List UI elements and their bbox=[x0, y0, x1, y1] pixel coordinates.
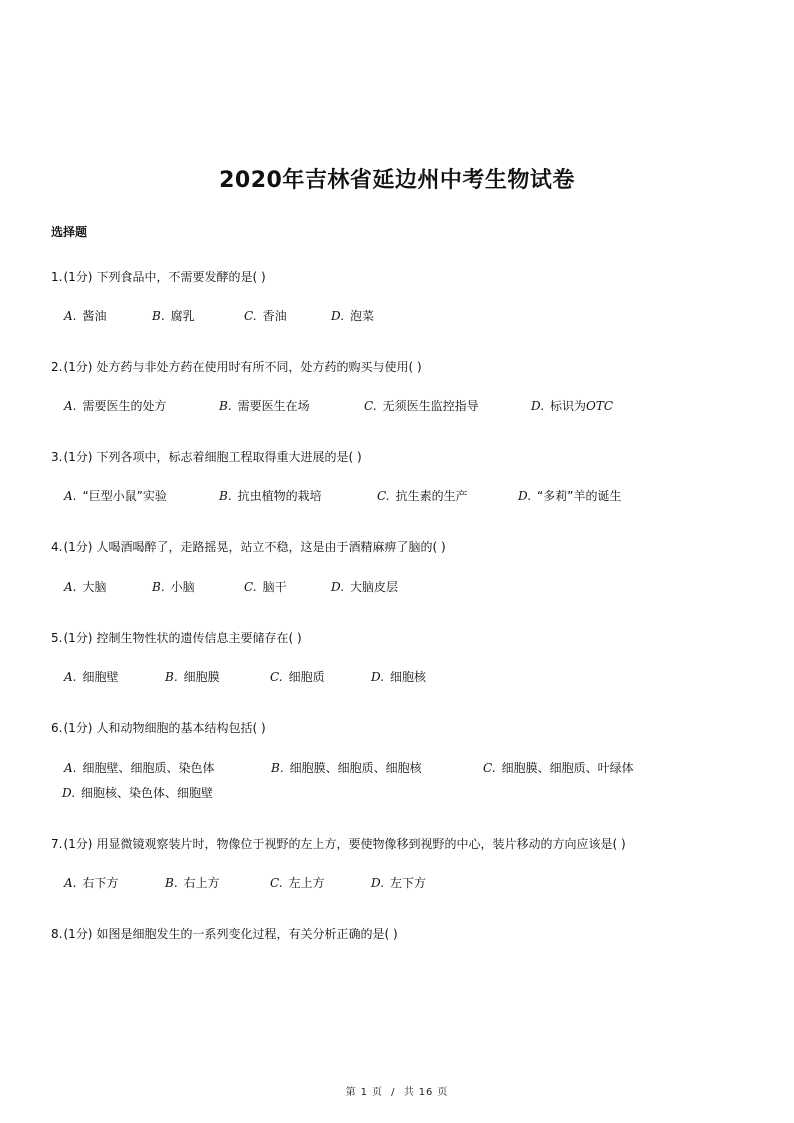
question-text: 如图是细胞发生的一系列变化过程，有关分析正确的是( ) bbox=[96, 927, 398, 941]
option-letter: A. bbox=[64, 761, 77, 775]
option-c bbox=[364, 398, 479, 414]
option-letter: D. bbox=[518, 489, 532, 503]
option-text: 细胞质 bbox=[288, 670, 325, 684]
option-c bbox=[244, 579, 287, 595]
option-text: 右下方 bbox=[82, 876, 119, 890]
option-text: 细胞膜、细胞质、细胞核 bbox=[289, 761, 422, 775]
option-letter: D. bbox=[371, 670, 385, 684]
option-b bbox=[152, 579, 195, 595]
question-text: 下列食品中，不需要发酵的是( ) bbox=[96, 270, 266, 284]
option-letter: C. bbox=[483, 761, 496, 775]
option-text: 左下方 bbox=[390, 876, 427, 890]
option-b bbox=[271, 760, 422, 776]
question-number: 7. bbox=[51, 837, 63, 851]
question-score: (1分) bbox=[63, 721, 93, 735]
question-score: (1分) bbox=[63, 450, 93, 464]
question-text: 下列各项中，标志着细胞工程取得重大进展的是( ) bbox=[96, 450, 362, 464]
option-text: 细胞膜、细胞质、叶绿体 bbox=[501, 761, 634, 775]
option-d bbox=[371, 875, 426, 891]
question-number: 8. bbox=[51, 927, 63, 941]
question-score: (1分) bbox=[63, 270, 93, 284]
option-letter: D. bbox=[331, 580, 345, 594]
option-text: 细胞核、染色体、细胞壁 bbox=[81, 786, 214, 800]
option-letter: A. bbox=[64, 580, 77, 594]
option-d bbox=[371, 669, 426, 685]
question-number: 4. bbox=[51, 540, 63, 554]
question-text: 人和动物细胞的基本结构包括( ) bbox=[96, 721, 266, 735]
option-letter: B. bbox=[165, 876, 178, 890]
option-letter: A. bbox=[64, 309, 77, 323]
option-d bbox=[331, 308, 374, 324]
question-number: 2. bbox=[51, 360, 63, 374]
option-text: “多莉”羊的诞生 bbox=[537, 489, 622, 503]
option-text: 抗虫植物的栽培 bbox=[237, 489, 322, 503]
question-score: (1分) bbox=[63, 631, 93, 645]
page-footer bbox=[0, 1083, 794, 1098]
option-text: 标识为 bbox=[550, 399, 587, 413]
question-number: 6. bbox=[51, 721, 63, 735]
footer-total-prefix: 共 bbox=[403, 1087, 415, 1098]
option-letter: C. bbox=[364, 399, 377, 413]
option-c bbox=[270, 875, 325, 891]
option-text: 细胞核 bbox=[390, 670, 427, 684]
option-letter: C. bbox=[270, 670, 283, 684]
option-a bbox=[64, 398, 167, 414]
question-1-stem bbox=[51, 269, 266, 285]
option-text: 细胞膜 bbox=[183, 670, 220, 684]
question-4-stem bbox=[51, 539, 446, 555]
option-text: 需要医生在场 bbox=[237, 399, 310, 413]
option-letter: B. bbox=[271, 761, 284, 775]
option-letter: B. bbox=[152, 309, 165, 323]
question-text: 处方药与非处方药在使用时有所不同，处方药的购买与使用( ) bbox=[96, 360, 422, 374]
option-letter: A. bbox=[64, 876, 77, 890]
footer-total-pages: 16 bbox=[418, 1087, 434, 1098]
option-text: 细胞壁 bbox=[82, 670, 119, 684]
option-text: 酱油 bbox=[82, 309, 107, 323]
option-letter: C. bbox=[244, 580, 257, 594]
option-a bbox=[64, 488, 167, 504]
option-text: 需要医生的处方 bbox=[82, 399, 167, 413]
option-a bbox=[64, 875, 119, 891]
option-letter: A. bbox=[64, 670, 77, 684]
option-letter: A. bbox=[64, 489, 77, 503]
option-b bbox=[165, 875, 220, 891]
option-b bbox=[219, 488, 322, 504]
question-number: 5. bbox=[51, 631, 63, 645]
option-c bbox=[377, 488, 468, 504]
option-text: 腐乳 bbox=[170, 309, 195, 323]
option-letter: B. bbox=[152, 580, 165, 594]
option-text: 右上方 bbox=[183, 876, 220, 890]
question-score: (1分) bbox=[63, 540, 93, 554]
document-title: 2020年吉林省延边州中考生物试卷 bbox=[219, 168, 575, 193]
question-score: (1分) bbox=[63, 360, 93, 374]
option-text: 左上方 bbox=[288, 876, 325, 890]
footer-prefix: 第 bbox=[345, 1087, 357, 1098]
option-text: 香油 bbox=[262, 309, 287, 323]
question-8-stem bbox=[51, 926, 398, 942]
option-text: “巨型小鼠”实验 bbox=[82, 489, 167, 503]
option-d bbox=[531, 398, 613, 414]
question-number: 3. bbox=[51, 450, 63, 464]
option-text: 泡菜 bbox=[350, 309, 375, 323]
option-text: 细胞壁、细胞质、染色体 bbox=[82, 761, 215, 775]
option-d bbox=[331, 579, 398, 595]
question-7-stem bbox=[51, 836, 626, 852]
option-a bbox=[64, 579, 107, 595]
question-6-stem bbox=[51, 720, 266, 736]
question-number: 1. bbox=[51, 270, 63, 284]
footer-total-unit: 页 bbox=[437, 1087, 449, 1098]
section-heading: 选择题 bbox=[51, 225, 88, 239]
option-letter: B. bbox=[219, 489, 232, 503]
option-b bbox=[219, 398, 310, 414]
option-letter: D. bbox=[331, 309, 345, 323]
option-text: 抗生素的生产 bbox=[395, 489, 468, 503]
option-letter: B. bbox=[219, 399, 232, 413]
question-text: 控制生物性状的遗传信息主要储存在( ) bbox=[96, 631, 302, 645]
option-letter: A. bbox=[64, 399, 77, 413]
option-a bbox=[64, 308, 107, 324]
option-text: 大脑皮层 bbox=[350, 580, 399, 594]
option-c bbox=[270, 669, 325, 685]
option-text: 大脑 bbox=[82, 580, 107, 594]
option-letter: C. bbox=[270, 876, 283, 890]
option-a bbox=[64, 669, 119, 685]
option-text: 脑干 bbox=[262, 580, 287, 594]
option-d bbox=[518, 488, 621, 504]
option-b bbox=[152, 308, 195, 324]
footer-page-unit: 页 bbox=[371, 1087, 383, 1098]
footer-separator: / bbox=[391, 1087, 396, 1098]
option-letter: D. bbox=[531, 399, 545, 413]
question-score: (1分) bbox=[63, 837, 93, 851]
option-b bbox=[165, 669, 220, 685]
option-text: 无须医生监控指导 bbox=[382, 399, 479, 413]
option-letter: B. bbox=[165, 670, 178, 684]
option-text-suffix: OTC bbox=[586, 399, 614, 413]
option-letter: C. bbox=[244, 309, 257, 323]
footer-page-number: 1 bbox=[360, 1087, 368, 1098]
option-letter: C. bbox=[377, 489, 390, 503]
question-2-stem bbox=[51, 359, 422, 375]
option-text: 小脑 bbox=[170, 580, 195, 594]
question-score: (1分) bbox=[63, 927, 93, 941]
question-text: 人喝酒喝醉了，走路摇晃，站立不稳，这是由于酒精麻痹了脑的( ) bbox=[96, 540, 446, 554]
option-d bbox=[62, 785, 213, 801]
option-c bbox=[483, 760, 634, 776]
question-5-stem bbox=[51, 630, 302, 646]
question-text: 用显微镜观察装片时，物像位于视野的左上方，要使物像移到视野的中心，装片移动的方向应该是( ) bbox=[96, 837, 626, 851]
option-letter: D. bbox=[371, 876, 385, 890]
question-3-stem bbox=[51, 449, 362, 465]
option-letter: D. bbox=[62, 786, 76, 800]
option-c bbox=[244, 308, 287, 324]
option-a bbox=[64, 760, 215, 776]
